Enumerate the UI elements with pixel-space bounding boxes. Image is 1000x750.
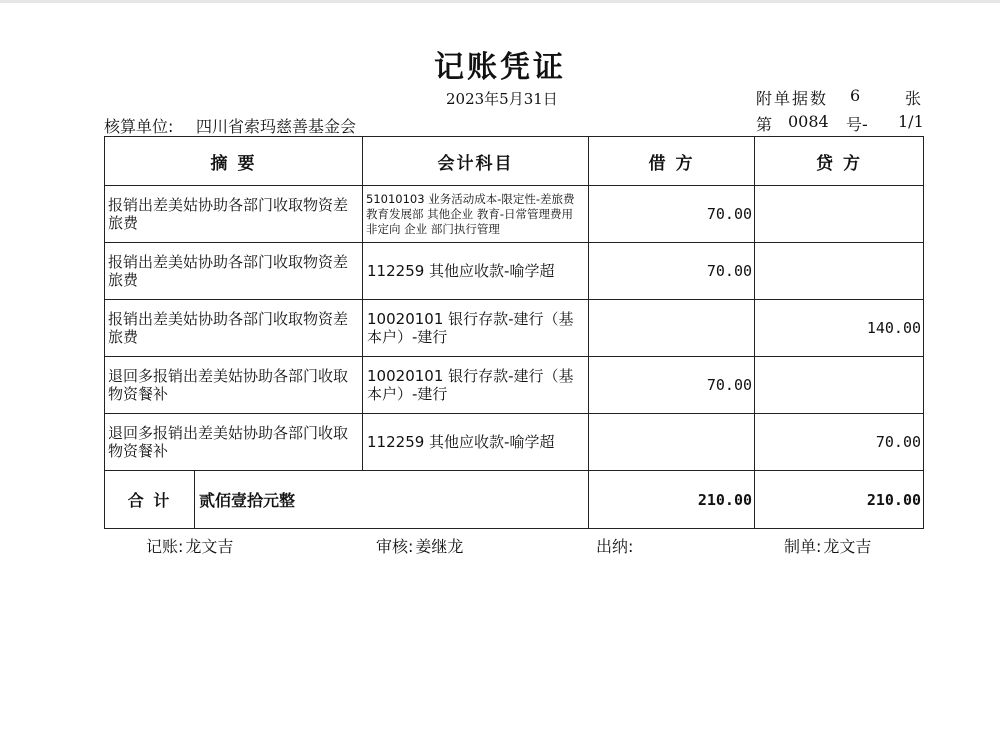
cashier-label: 出纳:	[596, 537, 634, 556]
table-row	[105, 186, 924, 243]
row-debit: 70.00	[589, 243, 755, 300]
row-credit: 140.00	[755, 300, 924, 357]
accounting-unit-name: 四川省索玛慈善基金会	[196, 117, 357, 136]
voucher-page: 1/1	[898, 112, 924, 131]
row-summary: 报销出差美姑协助各部门收取物资差旅费	[105, 243, 363, 300]
table-row	[105, 300, 924, 357]
row-account: 112259 其他应收款-喻学超	[363, 243, 589, 300]
preparer-name: 龙文吉	[823, 537, 872, 556]
row-account: 51010103 业务活动成本-限定性-差旅费 教育发展部 其他企业 教育-日常管理费用 非定向 企业 部门执行管理	[363, 186, 589, 243]
header-account: 会计科目	[363, 137, 589, 186]
attachments-count: 6	[850, 86, 861, 105]
row-credit	[755, 357, 924, 414]
row-credit	[755, 243, 924, 300]
table-row	[105, 243, 924, 300]
table-header-row	[105, 137, 924, 186]
table-row	[105, 414, 924, 471]
row-summary: 报销出差美姑协助各部门收取物资差旅费	[105, 300, 363, 357]
row-debit	[589, 414, 755, 471]
total-label: 合 计	[105, 471, 195, 529]
table-row	[105, 357, 924, 414]
row-account: 112259 其他应收款-喻学超	[363, 414, 589, 471]
bookkeeper-signature	[146, 534, 233, 557]
scan-edge	[0, 0, 1000, 3]
total-amount-in-words: 贰佰壹拾元整	[195, 471, 589, 529]
voucher-number-suffix: 号-	[846, 115, 868, 134]
reviewer-label: 审核:	[376, 537, 414, 556]
row-credit: 70.00	[755, 414, 924, 471]
preparer-signature	[784, 534, 871, 557]
attachments-unit: 张	[905, 89, 922, 108]
row-account: 10020101 银行存款-建行（基本户）-建行	[363, 357, 589, 414]
preparer-label: 制单:	[784, 537, 822, 556]
row-credit	[755, 186, 924, 243]
total-credit: 210.00	[755, 471, 924, 529]
row-account: 10020101 银行存款-建行（基本户）-建行	[363, 300, 589, 357]
voucher-title: 记账凭证	[434, 50, 566, 85]
total-row	[105, 471, 924, 529]
voucher-table	[104, 136, 924, 529]
row-summary: 退回多报销出差美姑协助各部门收取物资餐补	[105, 357, 363, 414]
bookkeeper-name: 龙文吉	[185, 537, 234, 556]
bookkeeper-label: 记账:	[146, 537, 184, 556]
reviewer-name: 姜继龙	[415, 537, 464, 556]
accounting-unit-label: 核算单位:	[104, 117, 174, 136]
voucher-number: 0084	[788, 112, 829, 131]
row-debit: 70.00	[589, 186, 755, 243]
row-summary: 退回多报销出差美姑协助各部门收取物资餐补	[105, 414, 363, 471]
voucher-number-label: 第	[756, 115, 773, 134]
row-debit: 70.00	[589, 357, 755, 414]
row-summary: 报销出差美姑协助各部门收取物资差旅费	[105, 186, 363, 243]
voucher-date: 2023年5月31日	[446, 90, 558, 108]
reviewer-signature	[376, 534, 463, 557]
cashier-signature	[596, 534, 635, 557]
header-debit: 借 方	[589, 137, 755, 186]
header-summary: 摘 要	[105, 137, 363, 186]
header-credit: 贷 方	[755, 137, 924, 186]
total-debit: 210.00	[589, 471, 755, 529]
row-debit	[589, 300, 755, 357]
attachments-label: 附单据数	[756, 89, 829, 108]
